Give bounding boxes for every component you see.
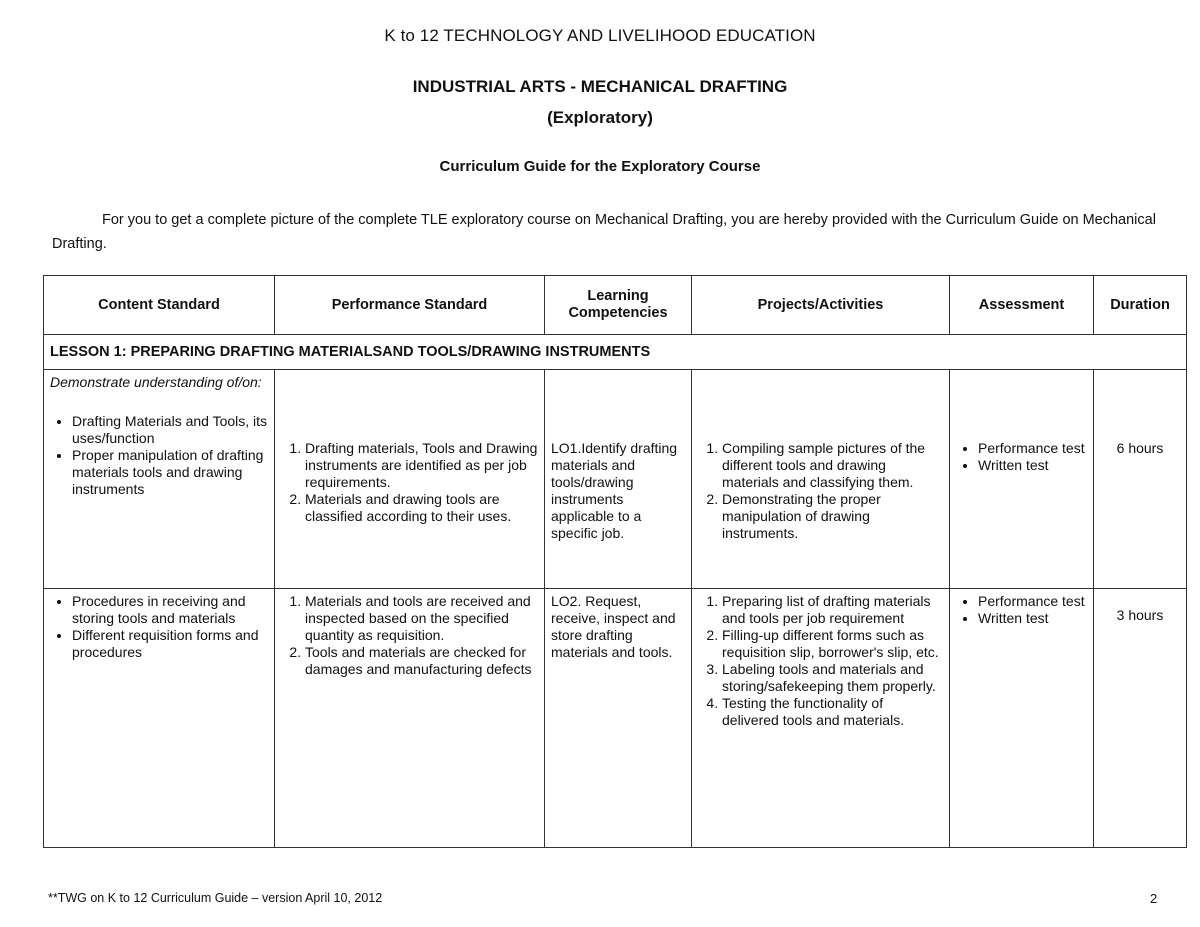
- list-item: • Drafting Materials and Tools, its uses/function: [72, 413, 268, 447]
- list-item: 2. Filling-up different forms such as requisition slip, borrower's slip, etc.: [722, 627, 943, 661]
- col-header-assessment: Assessment: [950, 276, 1094, 335]
- document-subtitle: (Exploratory): [547, 108, 653, 127]
- col-header-performance-standard: Performance Standard: [275, 276, 545, 335]
- curriculum-table: [43, 275, 1187, 848]
- list-item: • Procedures in receiving and storing tools and materials: [72, 593, 268, 627]
- intro-paragraph: For you to get a complete picture of the complete TLE exploratory course on Mechanical Drafting, you are hereby provided with the Curriculum Guide on Mechanical Drafting.: [52, 212, 1156, 252]
- competency-text: LO1.Identify drafting materials and tools/drawing instruments applicable to a specific job.: [551, 440, 678, 541]
- competency-text: LO2. Request, receive, inspect and store drafting materials and tools.: [551, 593, 676, 660]
- row1-duration: [1094, 370, 1187, 589]
- list-item: • Performance test: [978, 440, 1087, 457]
- table-row: [44, 589, 1187, 848]
- row2-projects-activities: [692, 589, 950, 848]
- row1-projects-activities: [692, 370, 950, 589]
- row2-duration: [1094, 589, 1187, 848]
- col-header-content-standard: Content Standard: [44, 276, 275, 335]
- duration-value: 6 hours: [1116, 440, 1164, 456]
- lesson-row: [44, 335, 1187, 370]
- document-title: INDUSTRIAL ARTS - MECHANICAL DRAFTING: [412, 77, 788, 96]
- list-item: 2. Tools and materials are checked for damages and manufacturing defects: [305, 644, 538, 678]
- row2-content-standard: [44, 589, 275, 848]
- guide-title: Curriculum Guide for the Exploratory Course: [439, 158, 761, 175]
- row2-performance-standard: [275, 589, 545, 848]
- row2-assessment: [950, 589, 1094, 848]
- row1-assessment: [950, 370, 1094, 589]
- list-item: • Different requisition forms and procedures: [72, 627, 268, 661]
- list-item: • Performance test: [978, 593, 1087, 610]
- list-item: 1. Compiling sample pictures of the different tools and drawing materials and classifying them.: [722, 440, 943, 491]
- list-item: 3. Labeling tools and materials and storing/safekeeping them properly.: [722, 661, 943, 695]
- row2-learning-competency: [545, 589, 692, 848]
- content-intro: Demonstrate understanding of/on:: [50, 374, 262, 390]
- list-item: 2. Materials and drawing tools are classified according to their uses.: [305, 491, 538, 525]
- col-header-projects-activities: Projects/Activities: [692, 276, 950, 335]
- list-item: 4. Testing the functionality of delivered tools and materials.: [722, 695, 943, 729]
- header-top-line: K to 12 TECHNOLOGY AND LIVELIHOOD EDUCATION: [384, 26, 816, 45]
- row1-performance-standard: [275, 370, 545, 589]
- list-item: • Proper manipulation of drafting materials tools and drawing instruments: [72, 447, 268, 498]
- page-number: 2: [1150, 891, 1158, 906]
- row1-learning-competency: [545, 370, 692, 589]
- col-header-duration: Duration: [1094, 276, 1187, 335]
- lesson-1-title: LESSON 1: PREPARING DRAFTING MATERIALSAND TOOLS/DRAWING INSTRUMENTS: [44, 335, 1187, 370]
- list-item: • Written test: [978, 457, 1087, 474]
- list-item: 1. Materials and tools are received and inspected based on the specified quantity as requisition.: [305, 593, 538, 644]
- list-item: 1. Preparing list of drafting materials and tools per job requirement: [722, 593, 943, 627]
- footer-note: **TWG on K to 12 Curriculum Guide – version April 10, 2012: [48, 891, 383, 905]
- list-item: • Written test: [978, 610, 1087, 627]
- list-item: 2. Demonstrating the proper manipulation of drawing instruments.: [722, 491, 943, 542]
- list-item: 1. Drafting materials, Tools and Drawing instruments are identified as per job requirements.: [305, 440, 538, 491]
- table-header-row: [44, 276, 1187, 335]
- col-header-learning-competencies: Learning Competencies: [545, 276, 692, 335]
- duration-value: 3 hours: [1116, 607, 1164, 623]
- row1-content-standard: [44, 370, 275, 589]
- table-row: [44, 370, 1187, 589]
